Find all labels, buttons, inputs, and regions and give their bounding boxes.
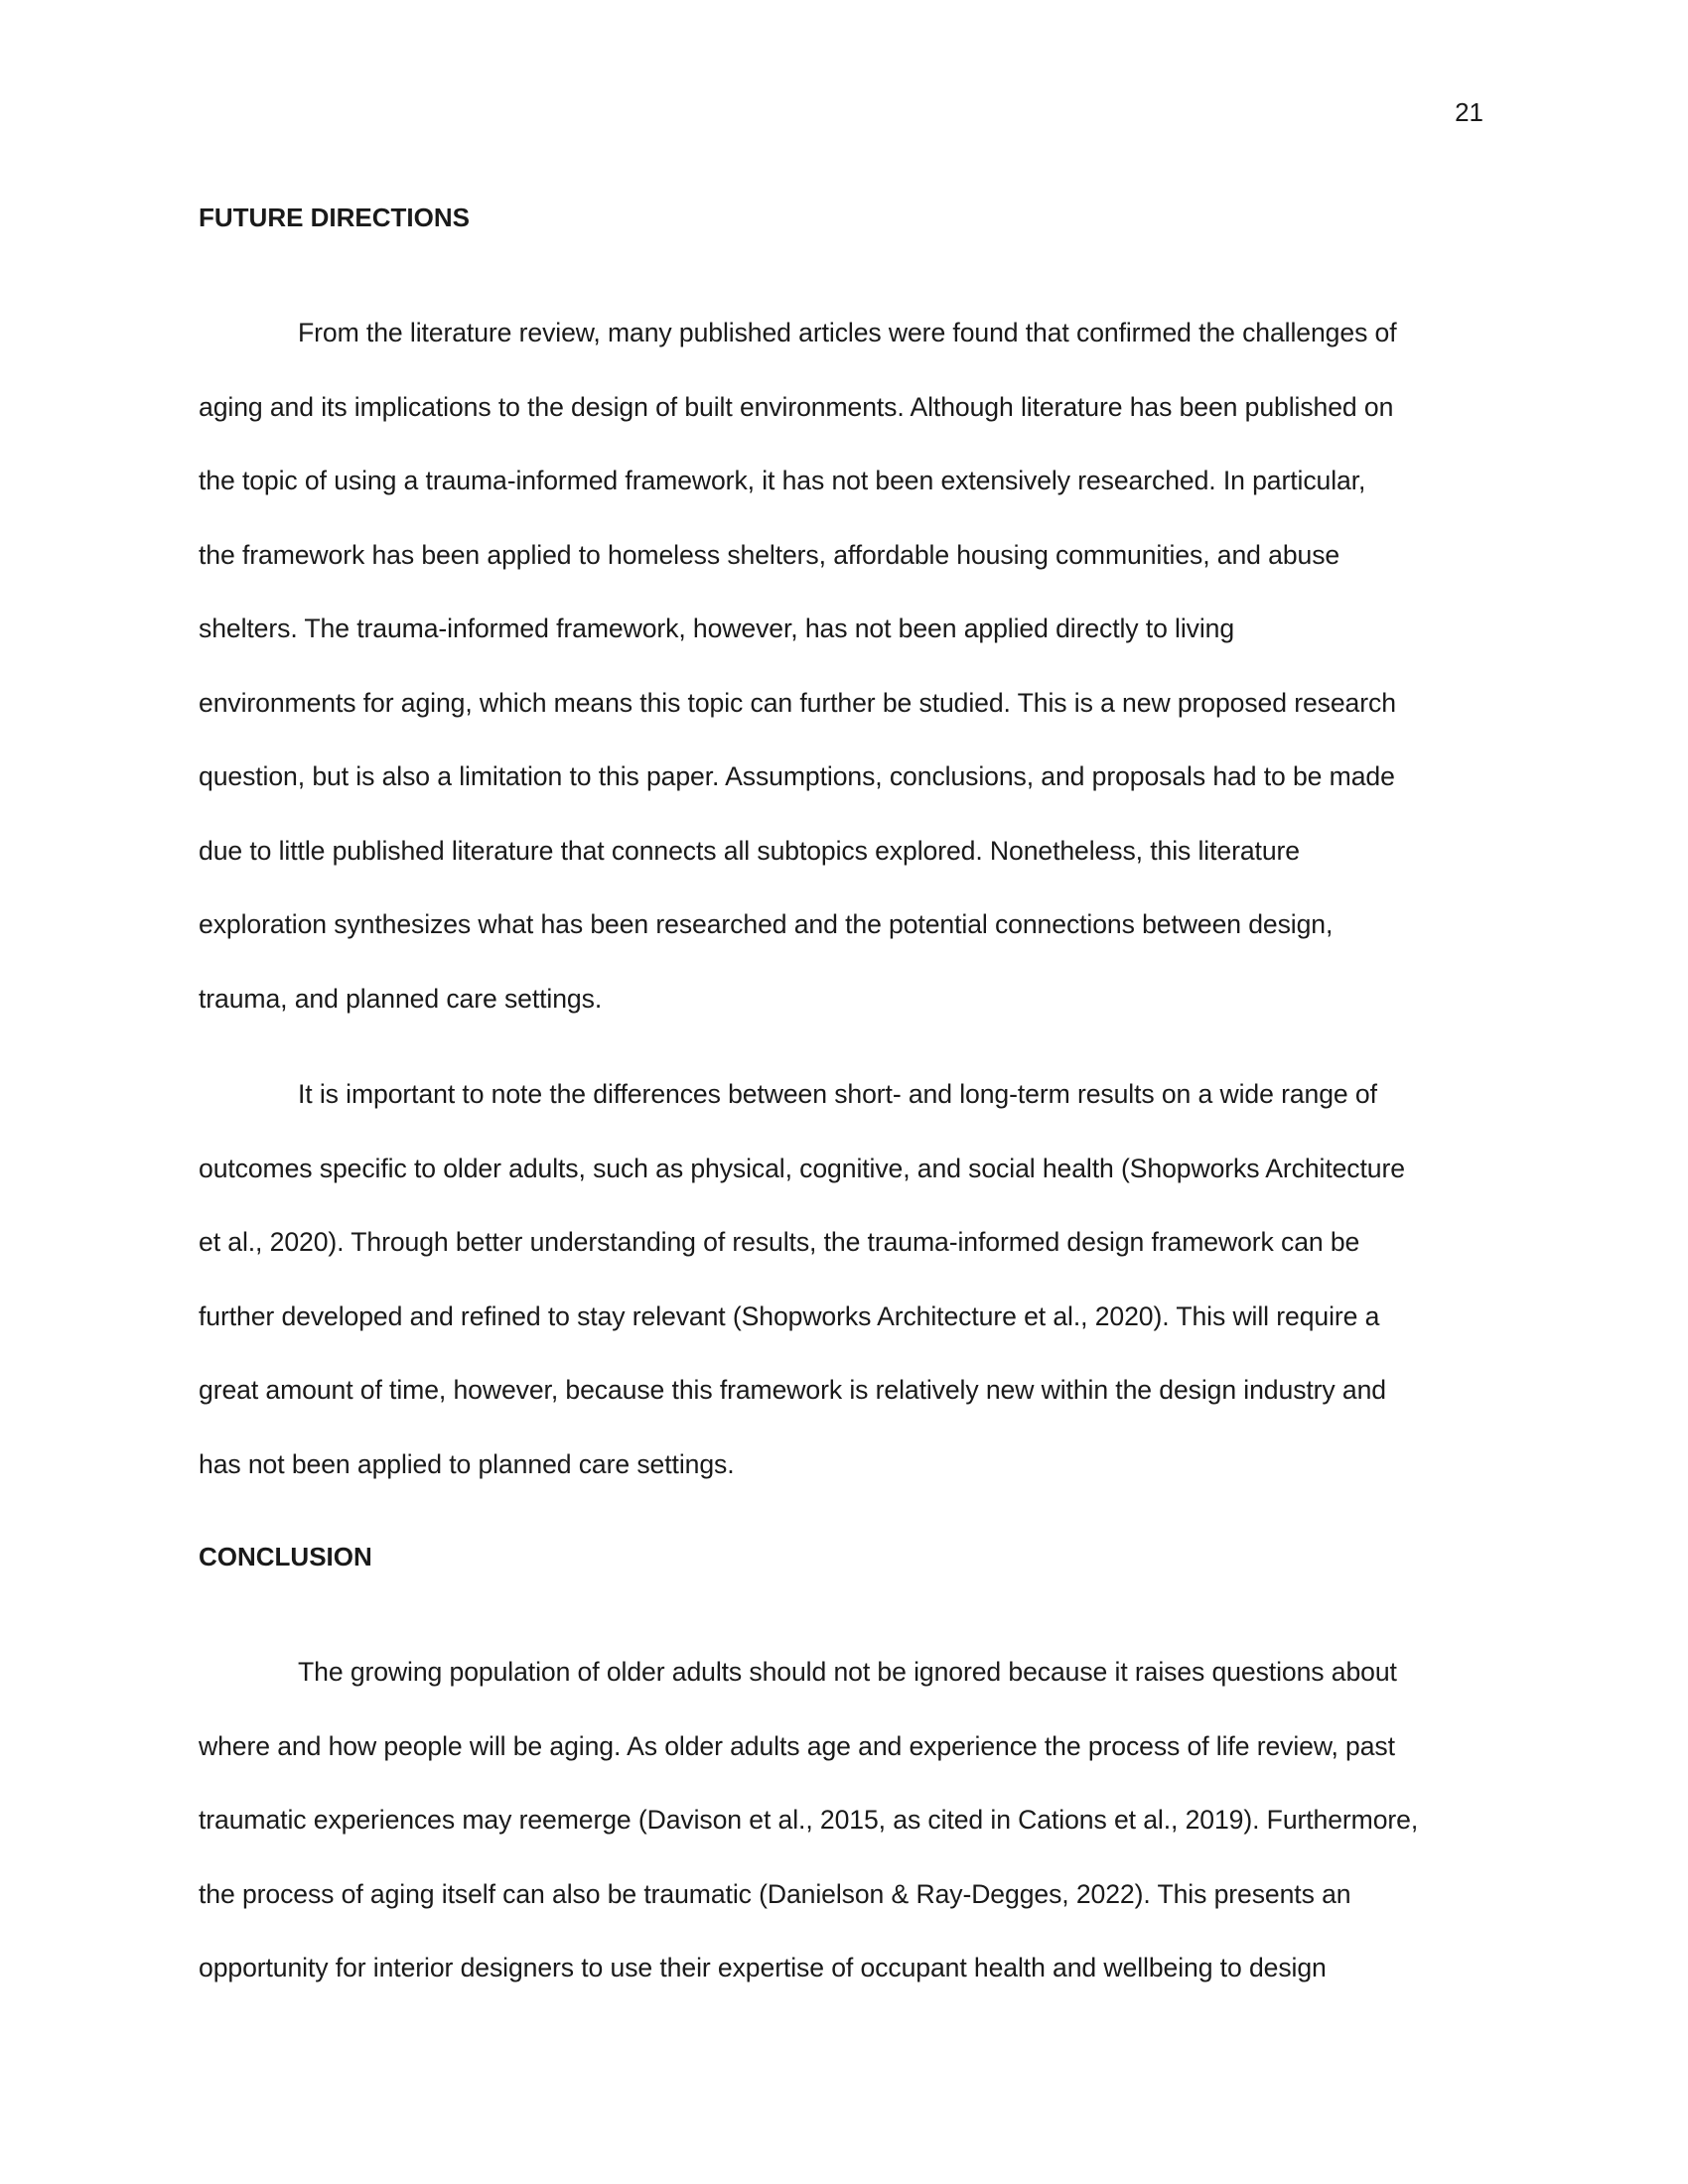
text-line: the process of aging itself can also be traumatic (Danielson & Ray-Degges, 2022). This presents an <box>199 1878 1351 1909</box>
text-line: opportunity for interior designers to use their expertise of occupant health and wellbeing to design <box>199 1953 1327 1982</box>
paragraph-future-directions-1 <box>199 296 1489 1035</box>
text-line: further developed and refined to stay relevant (Shopworks Architecture et al., 2020). This will require a <box>199 1300 1380 1331</box>
text-line: traumatic experiences may reemerge (Davison et al., 2015, as cited in Cations et al., 2019). Furthermore, <box>199 1805 1419 1835</box>
text-line: question, but is also a limitation to this paper. Assumptions, conclusions, and proposals had to be made <box>199 761 1395 791</box>
section-heading-future-directions: FUTURE DIRECTIONS <box>199 203 470 232</box>
text-line: the framework has been applied to homeless shelters, affordable housing communities, and abuse <box>199 539 1340 570</box>
text-line: exploration synthesizes what has been researched and the potential connections between design, <box>199 909 1334 939</box>
paragraph-conclusion-1 <box>199 1635 1489 2005</box>
paragraph-future-directions-2 <box>199 1057 1489 1501</box>
text-line: the topic of using a trauma-informed framework, it has not been extensively researched. In particular, <box>199 466 1366 495</box>
text-line: It is important to note the differences between short- and long-term results on a wide range of <box>298 1079 1377 1109</box>
text-line: due to little published literature that connects all subtopics explored. Nonetheless, this literature <box>199 835 1300 866</box>
text-line: et al., 2020). Through better understanding of results, the trauma-informed design framework can be <box>199 1227 1360 1257</box>
text-line: environments for aging, which means this topic can further be studied. This is a new proposed research <box>199 687 1396 718</box>
section-heading-conclusion: CONCLUSION <box>199 1542 372 1571</box>
page-number: 21 <box>1455 97 1483 127</box>
text-line: where and how people will be aging. As older adults age and experience the process of life review, past <box>199 1730 1395 1761</box>
text-line: shelters. The trauma-informed framework, however, has not been applied directly to living <box>199 614 1235 643</box>
text-line: outcomes specific to older adults, such as physical, cognitive, and social health (Shopworks Architecture <box>199 1153 1405 1183</box>
text-line: has not been applied to planned care settings. <box>199 1448 735 1479</box>
text-line: great amount of time, however, because this framework is relatively new within the design industry and <box>199 1375 1386 1405</box>
text-line: From the literature review, many published articles were found that confirmed the challenges of <box>298 318 1397 347</box>
document-body <box>199 202 1489 2005</box>
text-line: aging and its implications to the design of built environments. Although literature has been published on <box>199 391 1394 422</box>
text-line: The growing population of older adults should not be ignored because it raises questions about <box>298 1657 1397 1687</box>
text-line: trauma, and planned care settings. <box>199 983 603 1014</box>
